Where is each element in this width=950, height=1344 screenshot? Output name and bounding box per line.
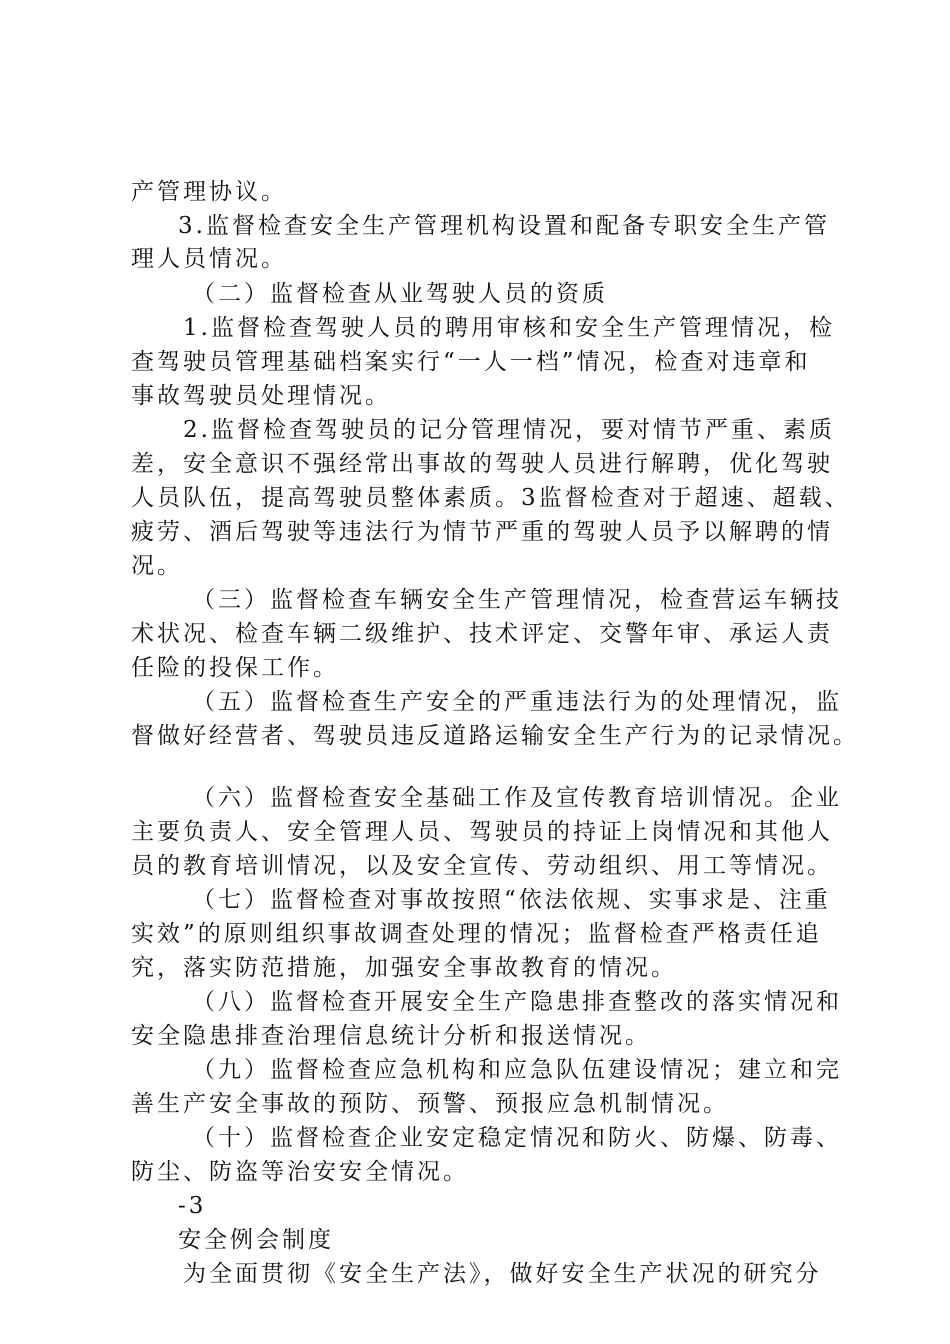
text-line: 任险的投保工作。 [131,655,339,681]
text-line: 况。 [131,553,183,579]
text-line: 员的教育培训情况，以及安全宣传、劳动组织、用工等情况。 [131,853,833,879]
text-line: （六）监督检查安全基础工作及宣传教育培训情况。企业 [192,785,842,811]
text-line: 防尘、防盗等治安安全情况。 [131,1159,469,1185]
section-title: 安全例会制度 [178,1227,334,1253]
text-line: （八）监督检查开展安全生产隐患排查整改的落实情况和 [192,989,842,1015]
section-heading: （二）监督检查从业驾驶人员的资质 [192,281,608,307]
text-line: 2.监督检查驾驶员的记分管理情况，要对情节严重、素质 [183,417,835,443]
text-line: （九）监督检查应急机构和应急队伍建设情况；建立和完 [192,1057,842,1083]
text-line: 善生产安全事故的预防、预警、预报应急机制情况。 [131,1091,729,1117]
text-line: （五）监督检查生产安全的严重违法行为的处理情况，监 [192,689,842,715]
text-line: 查驾驶员管理基础档案实行“一人一档”情况，检查对违章和 [131,349,811,375]
page-number: -3 [178,1193,207,1219]
text-line: 1.监督检查驾驶人员的聘用审核和安全生产管理情况，检 [183,315,835,341]
text-line: 事故驾驶员处理情况。 [131,383,391,409]
text-line: （三）监督检查车辆安全生产管理情况，检查营运车辆技 [192,587,842,613]
text-line: 督做好经营者、驾驶员违反道路运输安全生产行为的记录情况。 [131,723,859,749]
text-line: 差，安全意识不强经常出事故的驾驶人员进行解聘，优化驾驶 [131,451,833,477]
text-line: （七）监督检查对事故按照“依法依规、实事求是、注重 [192,887,831,913]
text-line: 为全面贯彻《安全生产法》，做好安全生产状况的研究分 [183,1261,822,1287]
text-line: 人员队伍，提高驾驶员整体素质。3监督检查对于超速、超载、 [131,485,851,511]
text-line: 主要负责人、安全管理人员、驾驶员的持证上岗情况和其他人 [131,819,833,845]
text-line: 术状况、检查车辆二级维护、技术评定、交警年审、承运人责 [131,621,833,647]
text-line: 3.监督检查安全生产管理机构设置和配备专职安全生产管 [178,213,830,239]
text-line: 理人员情况。 [131,246,287,272]
text-line: 安全隐患排查治理信息统计分析和报送情况。 [131,1023,651,1049]
text-line: （十）监督检查企业安定稳定情况和防火、防爆、防毒、 [192,1125,842,1151]
text-line: 产管理协议。 [131,179,287,205]
text-line: 疲劳、酒后驾驶等违法行为情节严重的驾驶人员予以解聘的情 [131,519,833,545]
text-line: 实效”的原则组织事故调查处理的情况；监督检查严格责任追 [131,921,822,947]
text-line: 究，落实防范措施，加强安全事故教育的情况。 [131,955,677,981]
